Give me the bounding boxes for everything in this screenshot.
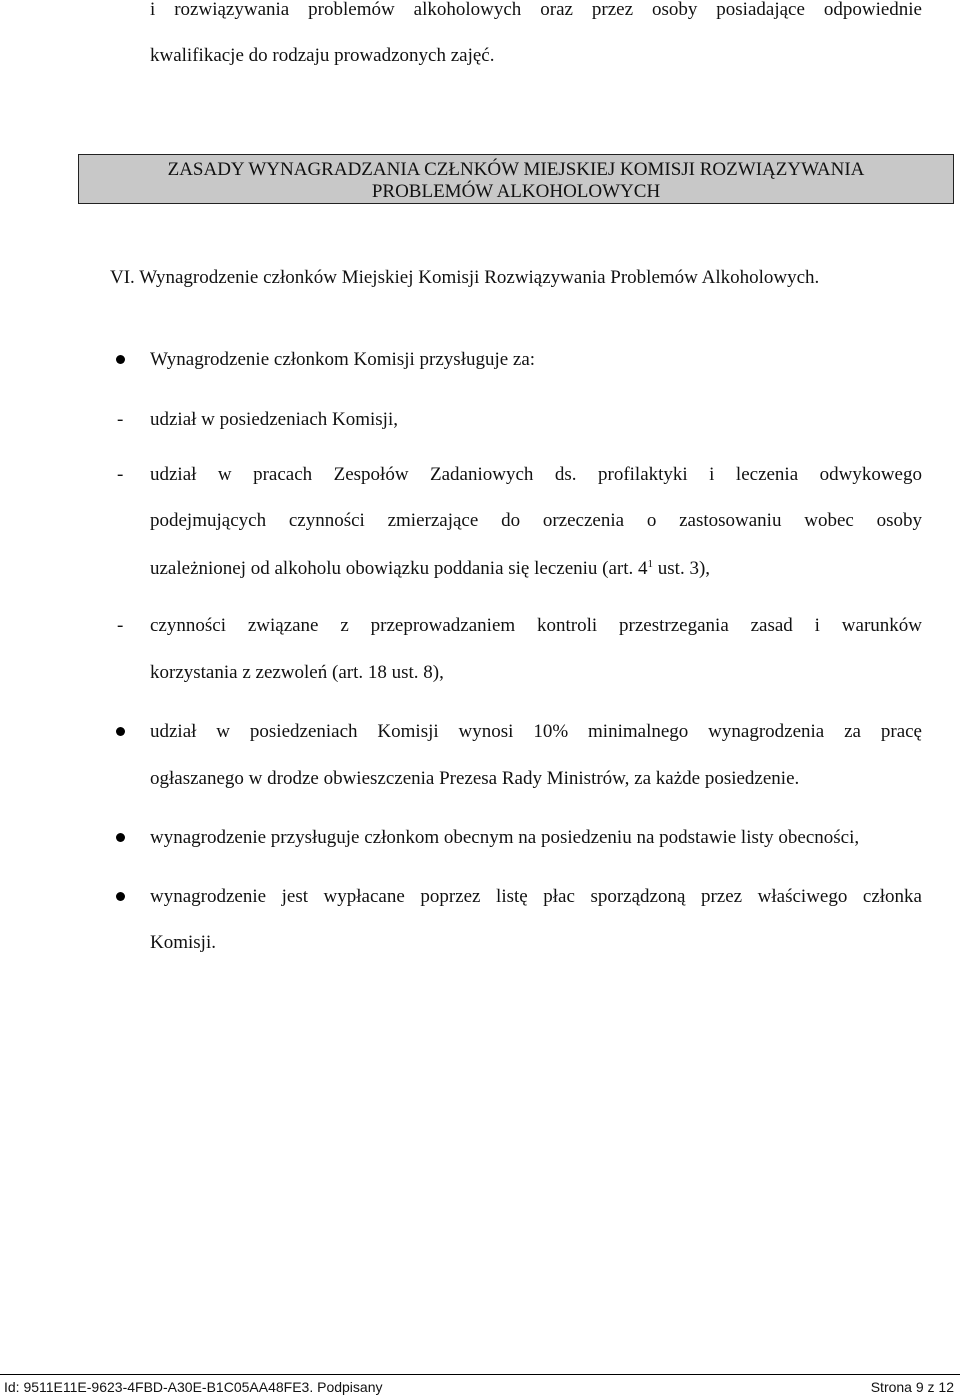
list-item-2-line-3 — [150, 557, 710, 581]
bullet4-line-2: Komisji. — [150, 932, 216, 953]
bullet2-line-2: ogłaszanego w drodze obwieszczenia Prezesa Rady Ministrów, za każde posiedzenie. — [150, 768, 800, 789]
footer-divider — [0, 1374, 960, 1375]
bullet-icon — [116, 727, 125, 736]
intro-line-1: i rozwiązywania problemów alkoholowych oraz przez osoby posiadające odpowiednie — [150, 0, 922, 20]
bullet-icon — [116, 355, 125, 364]
intro-line-2: kwalifikacje do rodzaju prowadzonych zajęć. — [150, 45, 495, 66]
dash-marker: - — [117, 615, 124, 636]
footer-page-number: Strona 9 z 12 — [870, 1379, 954, 1395]
list-item-3-line-1: czynności związane z przeprowadzaniem kontroli przestrzegania zasad i warunków — [150, 615, 922, 636]
list-item-2-line-2: podejmujących czynności zmierzające do orzeczenia o zastosowaniu wobec osoby — [150, 510, 922, 531]
list-item-2-line-1: udział w pracach Zespołów Zadaniowych ds. profilaktyki i leczenia odwykowego — [150, 464, 922, 485]
dash-marker: - — [117, 464, 124, 485]
dash-marker: - — [117, 409, 124, 430]
list-item-2-line-3-tail: ust. 3), — [653, 558, 711, 579]
bullet-icon — [116, 892, 125, 901]
bullet4-line-1: wynagrodzenie jest wypłacane poprzez listę płac sporządzoną przez właściwego członka — [150, 886, 922, 907]
bullet1-text: Wynagrodzenie członkom Komisji przysługuje za: — [150, 349, 536, 370]
chapter-heading: VI. Wynagrodzenie członków Miejskiej Komisji Rozwiązywania Problemów Alkoholowych. — [110, 267, 820, 288]
bullet3-line-1: wynagrodzenie przysługuje członkom obecnym na posiedzeniu na podstawie listy obecności, — [150, 827, 860, 848]
section-banner-line-1: ZASADY WYNAGRADZANIA CZŁNKÓW MIEJSKIEJ KOMISJI ROZWIĄZYWANIA — [167, 159, 865, 180]
bullet2-line-1: udział w posiedzeniach Komisji wynosi 10% minimalnego wynagrodzenia za pracę — [150, 721, 922, 742]
list-item-1: udział w posiedzeniach Komisji, — [150, 409, 398, 430]
bullet-icon — [116, 833, 125, 842]
section-banner — [78, 154, 954, 204]
superscript: 1 — [647, 558, 654, 570]
list-item-3-line-2: korzystania z zezwoleń (art. 18 ust. 8), — [150, 662, 444, 683]
footer-document-id: Id: 9511E11E-9623-4FBD-A30E-B1C05AA48FE3. Podpisany — [4, 1379, 383, 1395]
list-item-2-line-3-text: uzależnionej od alkoholu obowiązku poddania się leczeniu (art. 4 — [150, 558, 648, 579]
section-banner-line-2: PROBLEMÓW ALKOHOLOWYCH — [371, 181, 661, 202]
